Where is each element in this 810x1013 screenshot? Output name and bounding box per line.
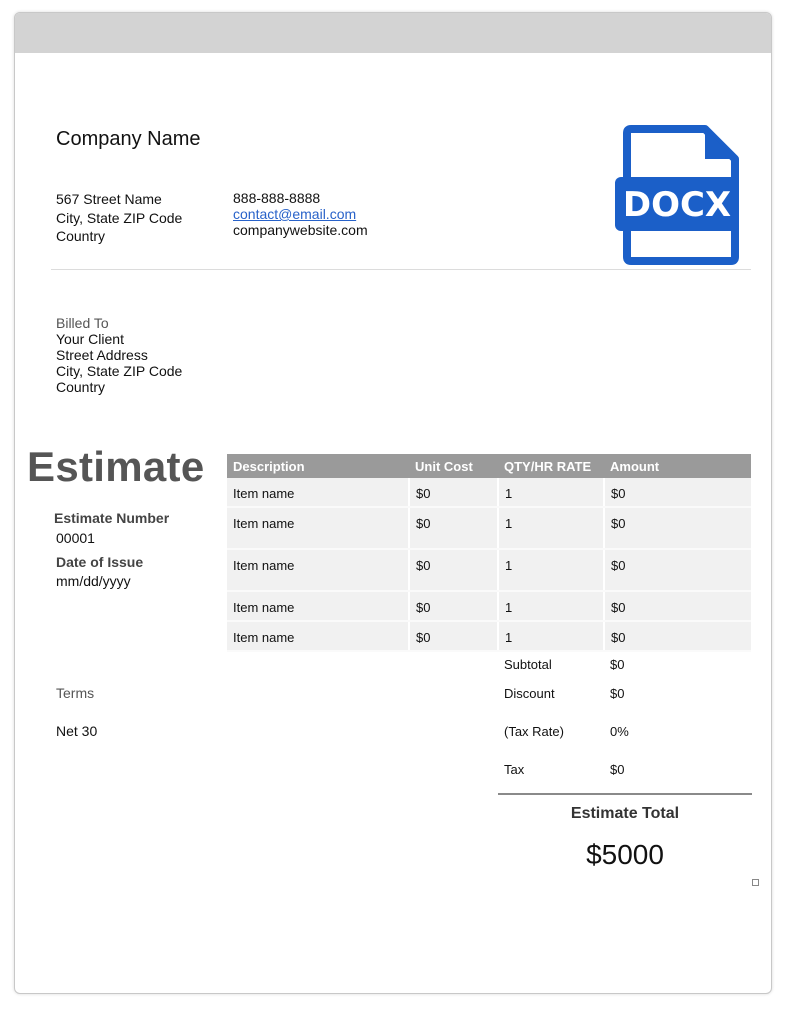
billed-line: Street Address [56, 347, 148, 363]
document-page [14, 12, 772, 994]
company-phone: 888-888-8888 [233, 190, 321, 206]
company-email-link[interactable]: contact@email.com [233, 206, 357, 222]
items-table-wrap [227, 454, 751, 652]
company-address [56, 190, 182, 246]
page-top-bar [15, 13, 771, 53]
billed-line: City, State ZIP Code [56, 363, 183, 379]
date-of-issue-label: Date of Issue [56, 554, 144, 570]
item-unit-cost: $0 [409, 621, 498, 651]
item-description: Item name [227, 591, 409, 621]
address-line: City, State ZIP Code [56, 209, 183, 226]
estimate-number: 00001 [56, 530, 95, 546]
estimate-number-label: Estimate Number [54, 510, 170, 526]
tax-rate-value: 0% [610, 724, 629, 739]
item-description: Item name [227, 507, 409, 549]
tax-label: Tax [504, 762, 525, 777]
item-amount: $0 [604, 591, 751, 621]
column-header: Amount [604, 454, 751, 478]
terms-label: Terms [56, 685, 95, 701]
table-row [227, 621, 751, 651]
header-divider [51, 269, 751, 270]
date-of-issue: mm/dd/yyyy [56, 573, 131, 589]
estimate-total-value: $5000 [586, 839, 664, 870]
table-header-row [227, 454, 751, 478]
file-type-label: DOCX [622, 185, 732, 225]
item-qty: 1 [498, 478, 604, 507]
billed-line: Country [56, 379, 106, 395]
item-amount: $0 [604, 549, 751, 591]
table-row [227, 478, 751, 507]
column-header: QTY/HR RATE [498, 454, 604, 478]
address-line: 567 Street Name [56, 191, 162, 207]
billed-to [56, 315, 182, 395]
item-unit-cost: $0 [409, 507, 498, 549]
table-row [227, 549, 751, 591]
terms-value: Net 30 [56, 723, 98, 739]
item-amount: $0 [604, 507, 751, 549]
item-qty: 1 [498, 549, 604, 591]
docx-file-icon [613, 125, 745, 265]
item-unit-cost: $0 [409, 478, 498, 507]
tax-value: $0 [610, 762, 625, 777]
item-amount: $0 [604, 478, 751, 507]
item-unit-cost: $0 [409, 591, 498, 621]
billed-line: Your Client [56, 331, 124, 347]
estimate-total-label: Estimate Total [570, 805, 680, 822]
company-website: companywebsite.com [233, 222, 368, 238]
column-header: Unit Cost [409, 454, 498, 478]
estimate-title: Estimate [27, 443, 205, 490]
subtotal-label: Subtotal [504, 657, 552, 672]
column-header: Description [227, 454, 409, 478]
address-line: Country [56, 228, 106, 244]
item-qty: 1 [498, 621, 604, 651]
item-qty: 1 [498, 507, 604, 549]
discount-value: $0 [610, 686, 625, 701]
billed-to-label: Billed To [56, 315, 109, 331]
table-row [227, 507, 751, 549]
company-contact [233, 190, 368, 238]
item-description: Item name [227, 621, 409, 651]
file-fold [705, 129, 735, 159]
totals-divider [498, 793, 752, 795]
item-qty: 1 [498, 591, 604, 621]
items-table [227, 454, 751, 652]
tax-rate-label: (Tax Rate) [504, 724, 564, 739]
company-name: Company Name [56, 128, 201, 150]
item-unit-cost: $0 [409, 549, 498, 591]
table-row [227, 591, 751, 621]
item-description: Item name [227, 549, 409, 591]
discount-label: Discount [504, 686, 555, 701]
item-amount: $0 [604, 621, 751, 651]
subtotal-value: $0 [610, 657, 625, 672]
resize-handle[interactable] [752, 879, 759, 886]
item-description: Item name [227, 478, 409, 507]
